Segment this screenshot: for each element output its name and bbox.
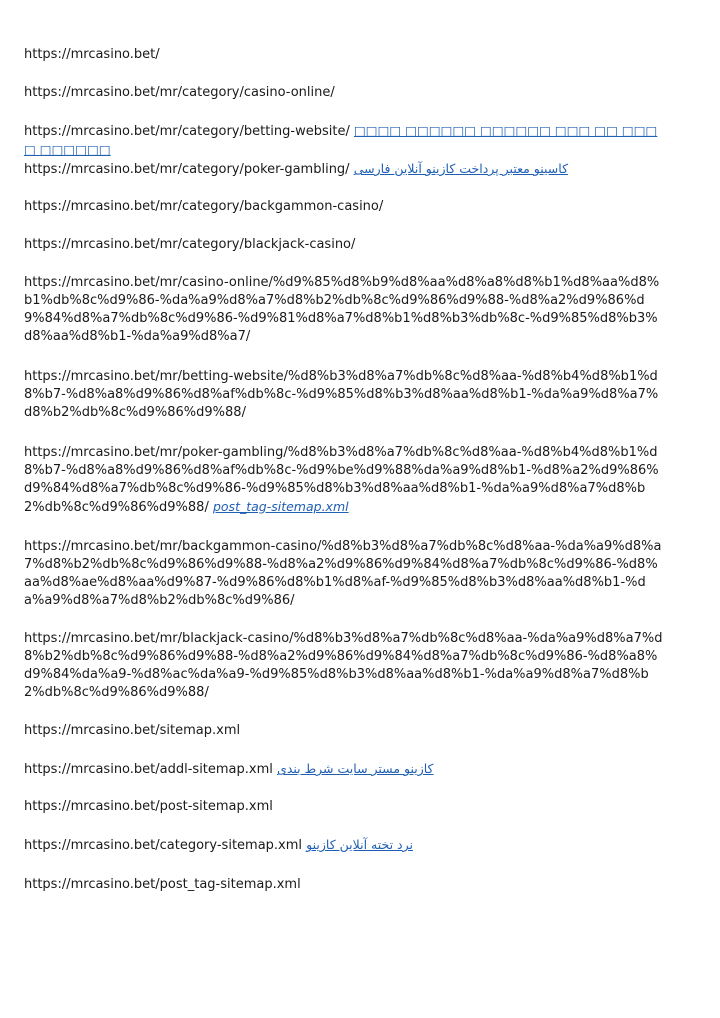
url-text: https://mrcasino.bet/mr/betting-website/%d8%b3%d8%a7%db%8c%d8%aa-%d8%b4%d8%b1%d8%b7-%d8%a8%d9%86%d8%af%db%8c-%d9%85%d8%b3%d8%aa%d8%b1-%da%a9%d8%a7%d8%b2%db%8c%d9%86%d9%88/ [24, 369, 659, 420]
url-entry [24, 722, 664, 740]
url-text: https://mrcasino.bet/post-sitemap.xml [24, 799, 273, 814]
url-entry [24, 630, 664, 702]
anchor-link[interactable]: post_tag-sitemap.xml [212, 499, 349, 514]
url-entry [24, 798, 664, 816]
url-text: https://mrcasino.bet/mr/poker-gambling/%d8%b3%d8%a7%db%8c%d8%aa-%d8%b4%d8%b1%d8%b7-%d8%a8%d9%86%d8%af%db%8c-%d9%be%d9%88%da%a9%d8%b1-%d8%a2%d9%86%d9%84%d8%a7%db%8c%d9%86-%d9%85%d8%b3%d8%aa%d8%b1-%da%a9%d8%a7%d8%b2%db%8c%d9%86%d9%88/ [24, 445, 659, 515]
url-text: https://mrcasino.bet/mr/category/poker-gambling/ [24, 162, 350, 177]
url-text: https://mrcasino.bet/mr/casino-online/%d9%85%d8%b9%d8%aa%d8%a8%d8%b1%d8%aa%d8%b1%db%8c%d9%86-%da%a9%d8%a7%d8%b2%db%8c%d9%86%d9%88-%d8%a2%d9%86%d9%84%d8%a7%db%8c%d9%86-%d9%81%d8%a7%d8%b1%d8%b3%db%8c-%d9%85%d8%b3%d8%aa%d8%b1-%da%a9%d8%a7/ [24, 275, 660, 344]
url-text: https://mrcasino.bet/mr/category/backgammon-casino/ [24, 199, 384, 214]
url-entry [24, 876, 664, 894]
url-entry [24, 538, 664, 610]
anchor-link[interactable]: □□□□ □□□□□□ □□□□□□ □□□ □□ □□□□ □□□□□□ [24, 123, 658, 157]
url-text: https://mrcasino.bet/mr/category/betting-website/ [24, 124, 350, 139]
url-entry [24, 368, 664, 422]
url-entry [24, 836, 664, 855]
url-text: https://mrcasino.bet/category-sitemap.xml [24, 838, 303, 853]
url-entry [24, 46, 664, 64]
url-text: https://mrcasino.bet/mr/blackjack-casino/%d8%b3%d8%a7%db%8c%d8%aa-%da%a9%d8%a7%d8%b2%db%8c%d9%86%d9%88-%d8%a2%d9%86%d9%84%d8%a7%db%8c%d9%86-%d8%a8%d9%84%da%a9-%d8%ac%da%a9-%d9%85%d8%b3%d8%aa%d8%b1-%da%a9%d8%a7%d8%b2%db%8c%d9%86%d9%88/ [24, 631, 663, 700]
url-entry [24, 198, 664, 216]
url-text: https://mrcasino.bet/addl-sitemap.xml [24, 762, 273, 777]
url-entry [24, 84, 664, 102]
url-entry [24, 122, 664, 160]
url-text: https://mrcasino.bet/mr/category/casino-online/ [24, 85, 335, 100]
url-text: https://mrcasino.bet/ [24, 47, 160, 62]
anchor-link[interactable]: نرد تخته آنلاین کازینو [306, 837, 413, 852]
url-entry [24, 444, 664, 517]
anchor-link[interactable]: کاسینو معتبر پرداخت کازینو آنلاین فارسی [353, 161, 569, 176]
anchor-link[interactable]: کازینو مستر سایت شرط بندی [277, 761, 434, 776]
url-text: https://mrcasino.bet/mr/category/blackjack-casino/ [24, 237, 356, 252]
url-entry [24, 760, 664, 779]
url-text: https://mrcasino.bet/post_tag-sitemap.xml [24, 877, 301, 892]
url-entry [24, 274, 664, 346]
url-entry [24, 236, 664, 254]
url-text: https://mrcasino.bet/mr/backgammon-casino/%d8%b3%d8%a7%db%8c%d8%aa-%da%a9%d8%a7%d8%b2%db%8c%d9%86%d9%88-%d8%a2%d9%86%d9%84%d8%a7%db%8c%d9%86-%d8%aa%d8%ae%d8%aa%d9%87-%d9%86%d8%b1%d8%af-%d9%85%d8%b3%d8%aa%d8%b1-%da%a9%d8%a7%d8%b2%db%8c%d9%86/ [24, 539, 662, 608]
url-entry [24, 160, 664, 179]
url-text: https://mrcasino.bet/sitemap.xml [24, 723, 241, 738]
